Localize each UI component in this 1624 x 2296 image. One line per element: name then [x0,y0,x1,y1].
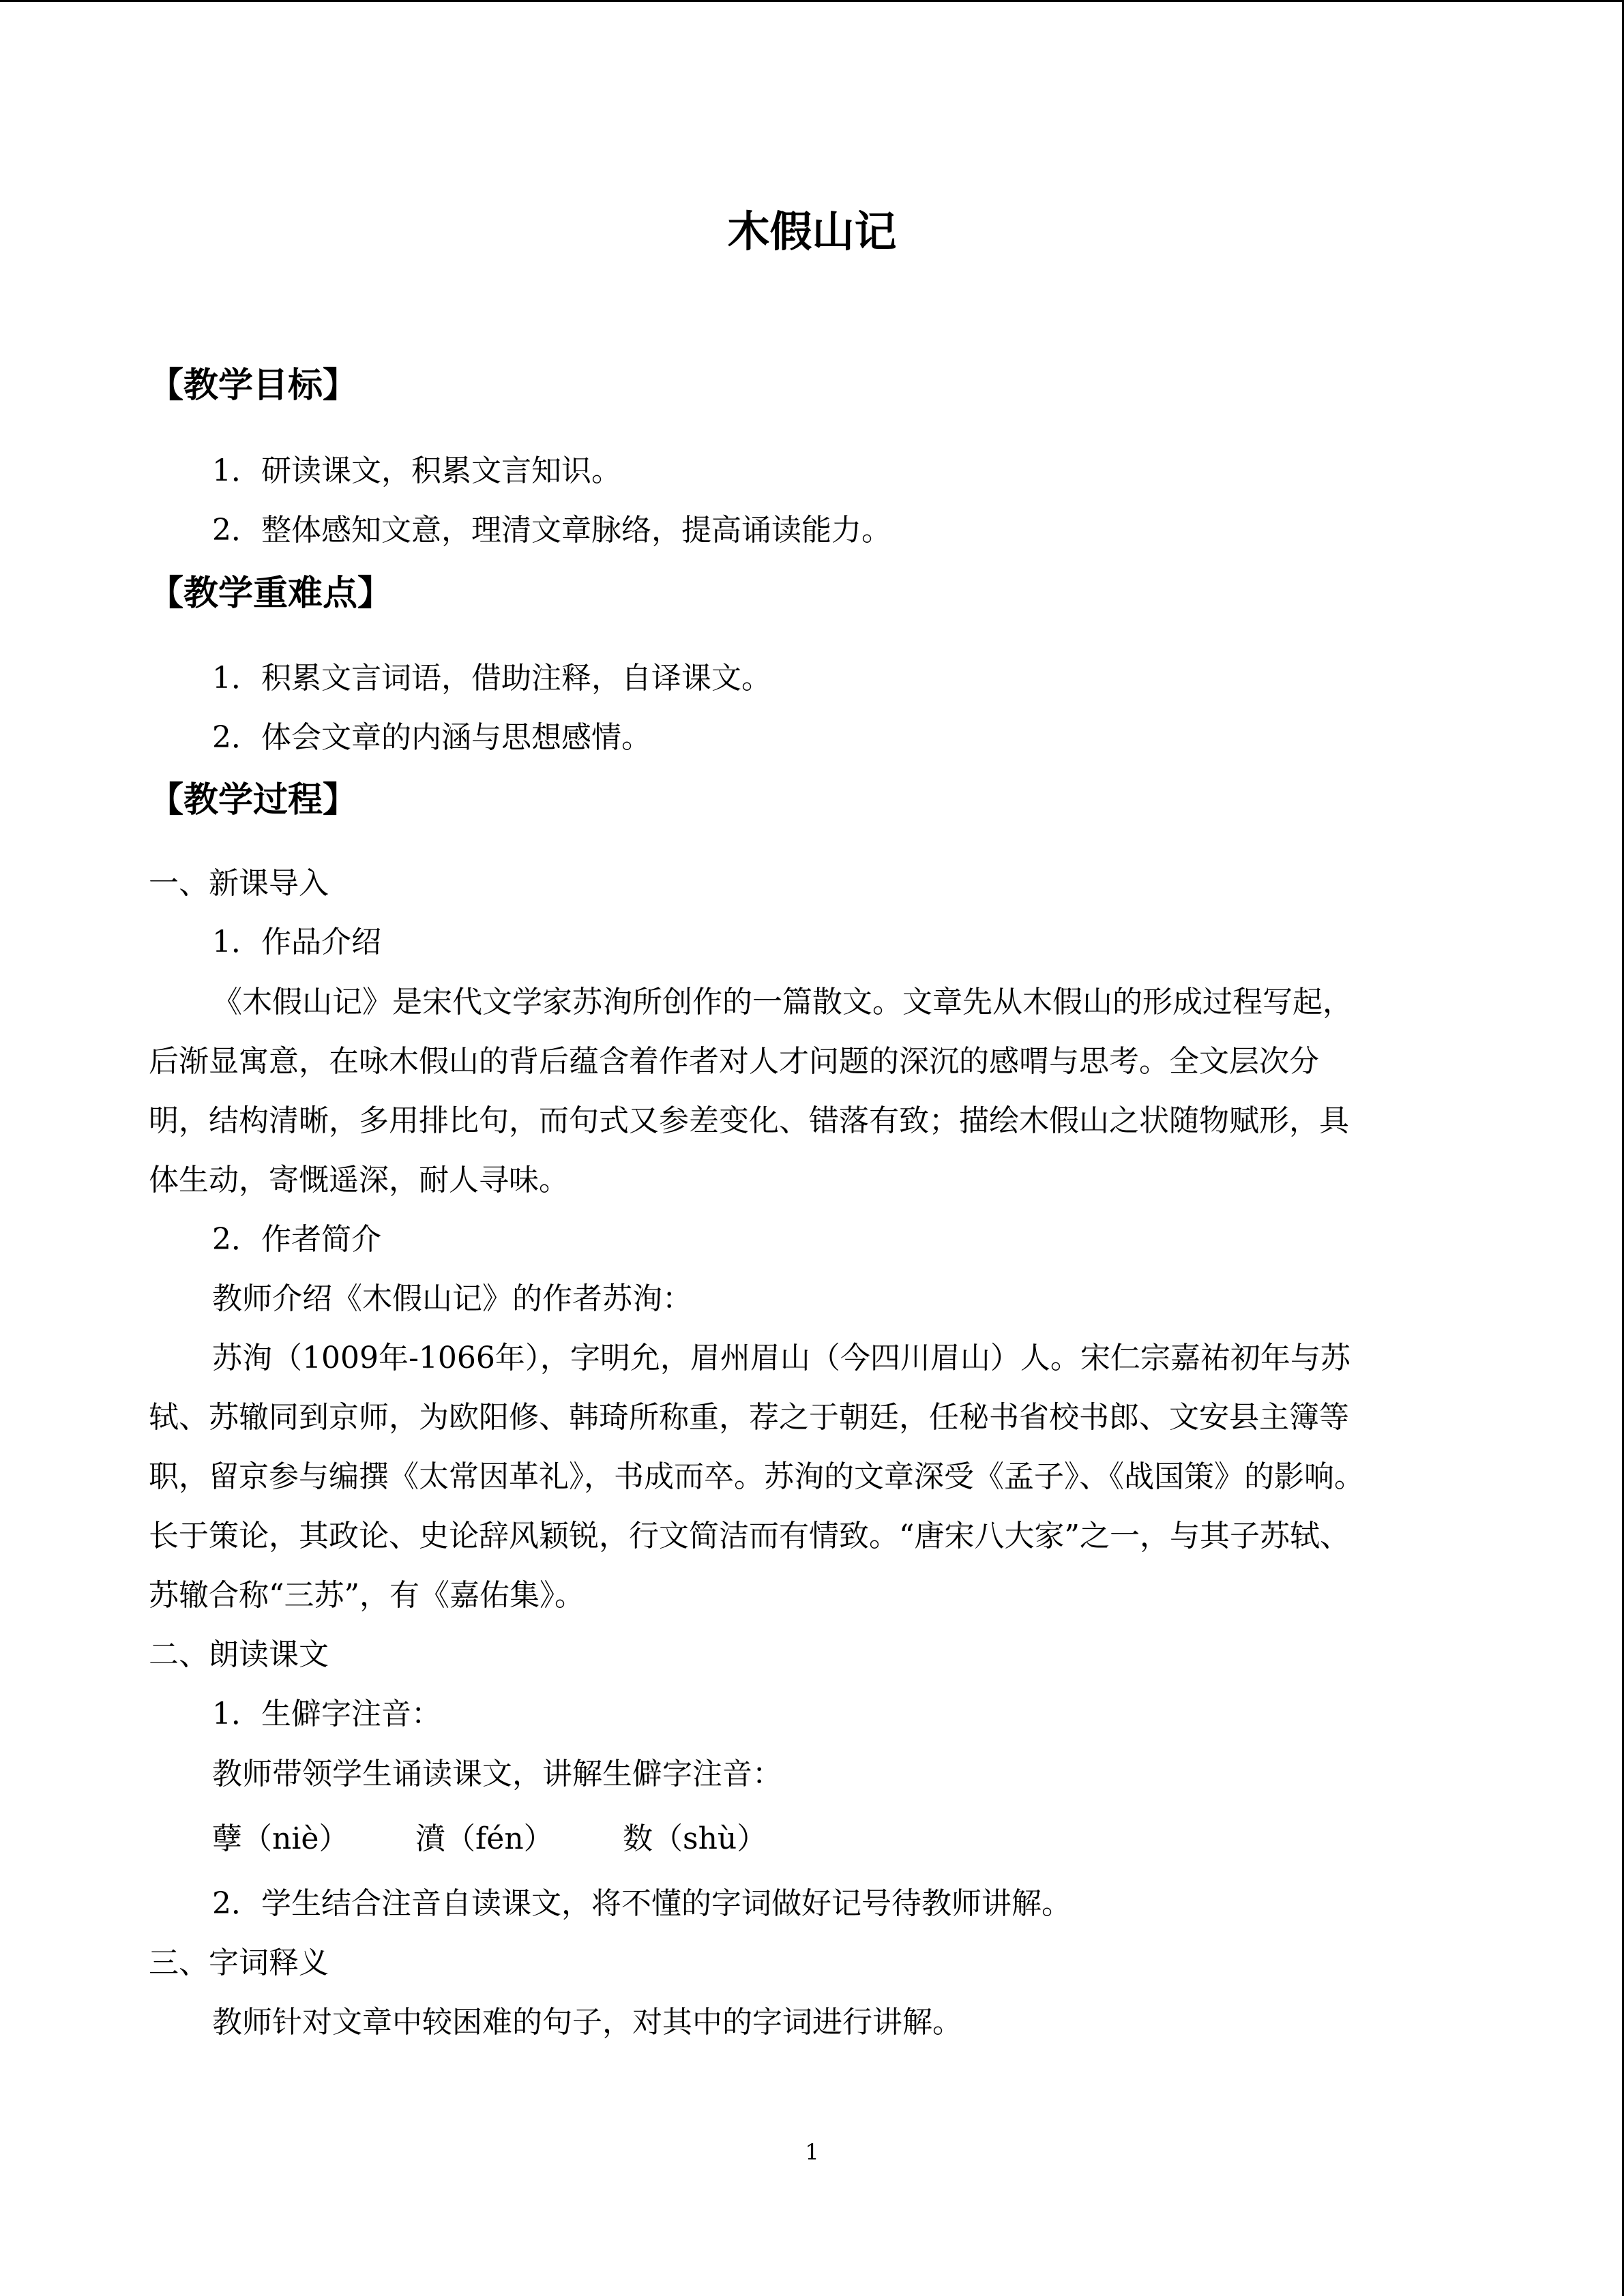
pinyin-item-3: 数（shù） [623,1821,767,1856]
section1-sub2-label: 2．作者简介 [212,1222,381,1257]
author-bio-line-3: 职，留京参与编撰《太常因革礼》，书成而卒。苏洵的文章深受《孟子》、《战国策》的影响。 [149,1459,1364,1494]
author-intro-lead: 教师介绍《木假山记》的作者苏洵： [212,1281,692,1316]
objectives-heading: 【教学目标】 [149,366,358,406]
objective-item-2: 2．整体感知文意，理清文章脉络，提高诵读能力。 [212,513,891,548]
keypoints-heading: 【教学重难点】 [149,573,393,614]
author-bio-line-4: 长于策论，其政论、史论辞风颖锐，行文简洁而有情致。“唐宋八大家”之一，与其子苏轼、 [149,1519,1350,1553]
section3-intro: 教师针对文章中较困难的句子，对其中的字词进行讲解。 [212,2005,962,2040]
section1-label: 一、新课导入 [149,866,329,901]
keypoint-item-2: 2．体会文章的内涵与思想感情。 [212,720,651,755]
section1-sub1-label: 1．作品介绍 [212,925,381,959]
process-heading: 【教学过程】 [149,780,358,820]
page-number: 1 [805,2139,819,2165]
section2-sub1-intro: 教师带领学生诵读课文，讲解生僻字注音： [212,1757,782,1791]
work-intro-line-4: 体生动，寄慨遥深，耐人寻味。 [149,1163,569,1197]
document-title: 木假山记 [727,207,897,256]
author-bio-line-2: 轼、苏辙同到京师，为欧阳修、韩琦所称重，荐之于朝廷，任秘书省校书郎、文安县主簿等 [149,1400,1349,1435]
work-intro-line-2: 后渐显寓意，在咏木假山的背后蕴含着作者对人才问题的深沉的感喟与思考。全文层次分 [149,1044,1319,1079]
section2-sub2-label: 2．学生结合注音自读课文，将不懂的字词做好记号待教师讲解。 [212,1886,1072,1921]
objective-item-1: 1．研读课文，积累文言知识。 [212,453,621,488]
keypoint-item-1: 1．积累文言词语，借助注释，自译课文。 [212,661,771,696]
author-bio-line-1: 苏洵（1009年-1066年），字明允，眉州眉山（今四川眉山）人。宋仁宗嘉祐初年与苏 [212,1341,1350,1375]
pinyin-item-2: 濆（fén） [415,1821,554,1856]
author-bio-line-5: 苏辙合称“三苏”，有《嘉佑集》。 [149,1578,585,1613]
work-intro-line-1: 《木假山记》是宋代文学家苏洵所创作的一篇散文。文章先从木假山的形成过程写起， [212,985,1353,1019]
section3-label: 三、字词释义 [149,1945,329,1980]
section2-label: 二、朗读课文 [149,1637,329,1672]
pinyin-item-1: 孽（niè） [212,1821,349,1856]
work-intro-line-3: 明，结构清晰，多用排比句，而句式又参差变化、错落有致；描绘木假山之状随物赋形，具 [149,1103,1349,1138]
section2-sub1-label: 1．生僻字注音： [212,1697,441,1731]
